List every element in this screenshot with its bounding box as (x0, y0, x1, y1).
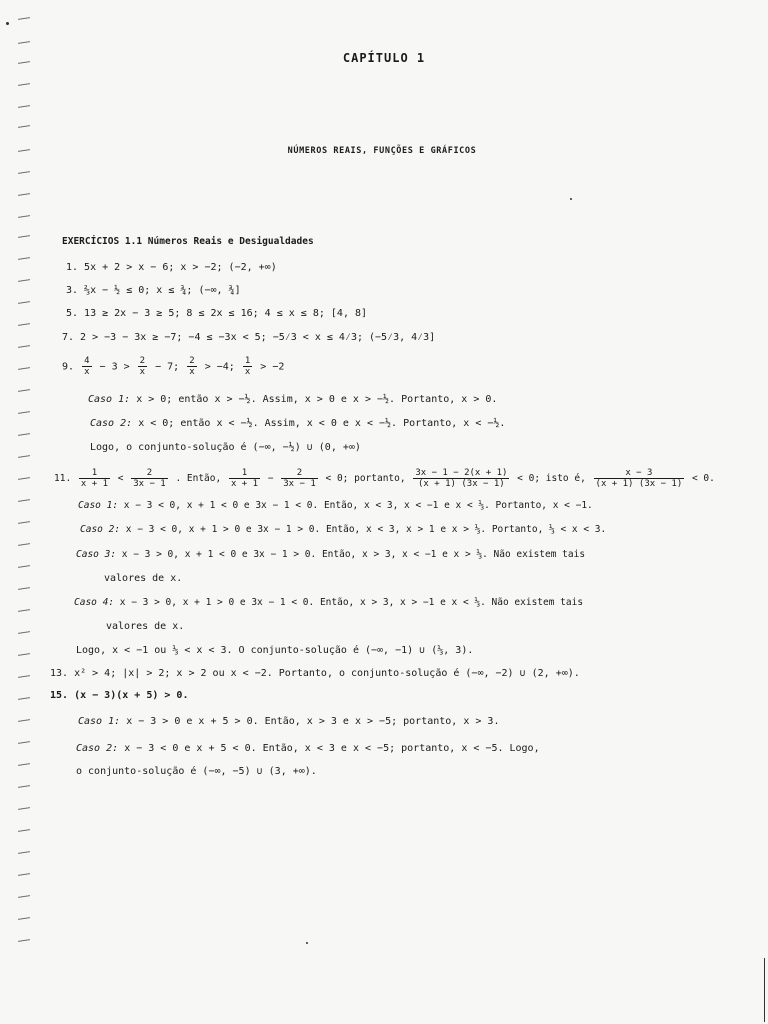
fraction-2-over-x (187, 356, 196, 377)
exercise-11-case-4 (74, 597, 583, 609)
exercise-9 (62, 356, 284, 379)
exercise-1: 1. 5x + 2 > x − 6; x > −2; (−2, +∞) (66, 262, 277, 273)
denominator: 3x − 1 (133, 479, 166, 489)
numerator: 1 (244, 356, 251, 366)
exercise-11-case-3-continued: valores de x. (104, 573, 183, 584)
exercise-15-case-2 (76, 743, 540, 755)
numerator: 3x − 1 − 2(x + 1) (415, 468, 508, 478)
case-label: Caso 1: (78, 500, 119, 511)
case-label: Caso 2: (76, 743, 119, 754)
exercise-9-case-2 (90, 418, 505, 430)
fraction-4-over-x (82, 356, 91, 377)
case-label: Caso 4: (74, 597, 115, 608)
case-text: x < 0; então x < −½. Assim, x < 0 e x < −½. Portanto, x < −½. (138, 418, 506, 429)
case-text: x − 3 > 0, x + 1 < 0 e 3x − 1 > 0. Então, x > 3, x < −1 e x > ⅓. Não existem tais (121, 549, 586, 560)
expression-text: > −2 (260, 361, 285, 373)
case-label: Caso 3: (76, 549, 117, 560)
exercise-15-case-1 (78, 716, 499, 728)
exercise-11-case-2 (80, 524, 606, 536)
exercise-9-number: 9. (62, 361, 75, 373)
expression-text: < (117, 473, 124, 484)
expression-text: − 7; (155, 361, 180, 373)
chapter-title: CAPÍTULO 1 (342, 51, 426, 65)
case-label: Caso 2: (80, 524, 121, 535)
exercise-11-case-4-continued: valores de x. (106, 621, 185, 632)
exercise-5: 5. 13 ≥ 2x − 3 ≥ 5; 8 ≤ 2x ≤ 16; 4 ≤ x ≤ 8; [4, 8] (66, 308, 368, 319)
exercise-11-number: 11. (54, 473, 72, 484)
fraction (594, 468, 685, 489)
numerator: 4 (84, 356, 90, 366)
numerator: 2 (189, 356, 195, 366)
exercise-7: 7. 2 > −3 − 3x ≥ −7; −4 ≤ −3x < 5; −5⁄3 < x ≤ 4⁄3; (−5⁄3, 4⁄3] (62, 332, 436, 343)
case-label: Caso 1: (88, 394, 131, 405)
denominator: x (84, 367, 90, 377)
case-label: Caso 2: (90, 418, 133, 429)
exercise-9-case-1 (88, 394, 497, 406)
numerator: 2 (131, 468, 168, 479)
fraction (131, 468, 168, 489)
exercise-3: 3. ⅔x − ½ ≤ 0; x ≤ ¾; (−∞, ¾] (66, 285, 241, 296)
numerator: 2 (139, 356, 146, 366)
denominator: x (139, 367, 146, 377)
section-heading: EXERCÍCIOS 1.1 Números Reais e Desigualdades (62, 236, 314, 247)
case-text: x − 3 < 0 e x + 5 < 0. Então, x < 3 e x < −5; portanto, x < −5. Logo, (124, 743, 540, 754)
exercise-11-case-3 (76, 549, 585, 561)
case-text: x − 3 > 0 e x + 5 > 0. Então, x > 3 e x > −5; portanto, x > 3. (126, 716, 500, 727)
expression-text: < 0; portanto, (325, 473, 406, 484)
exercise-13: 13. x² > 4; |x| > 2; x > 2 ou x < −2. Portanto, o conjunto-solução é (−∞, −2) ∪ (2, +∞). (50, 668, 580, 679)
scan-speck (6, 22, 9, 25)
chapter-subtitle: NÚMEROS REAIS, FUNÇÕES E GRÁFICOS (287, 146, 477, 156)
exercise-15: 15. (x − 3)(x + 5) > 0. (50, 690, 189, 701)
numerator: x − 3 (594, 468, 685, 479)
exercise-9-conclusion: Logo, o conjunto-solução é (−∞, −½) ∪ (0, +∞) (90, 442, 361, 453)
numerator: 1 (79, 468, 110, 479)
fraction (229, 468, 260, 489)
exercise-11 (54, 466, 715, 492)
expression-text: > −4; (204, 361, 235, 373)
numerator: 1 (229, 468, 260, 479)
expression-text: < 0; isto é, (517, 473, 586, 484)
fraction (413, 468, 509, 489)
denominator: 3x − 1 (283, 479, 316, 489)
exercise-11-case-1 (78, 500, 593, 512)
case-text: x − 3 < 0, x + 1 < 0 e 3x − 1 < 0. Então, x < 3, x < −1 e x < ⅓. Portanto, x < −1. (123, 500, 593, 511)
numerator: 2 (281, 468, 318, 479)
case-label: Caso 1: (78, 716, 121, 727)
denominator: (x + 1) (3x − 1) (418, 479, 505, 489)
fraction (281, 468, 318, 489)
expression-text: . Então, (175, 473, 222, 484)
scan-edge-line (764, 958, 765, 1022)
expression-text: − (267, 473, 274, 484)
scan-speck (306, 942, 308, 944)
fraction (79, 468, 110, 489)
case-text: x − 3 < 0, x + 1 > 0 e 3x − 1 > 0. Então, x < 3, x > 1 e x > ⅓. Portanto, ⅓ < x < 3. (125, 524, 607, 535)
denominator: (x + 1) (3x − 1) (595, 479, 683, 489)
expression-text: < 0. (691, 473, 715, 484)
case-text: x > 0; então x > −½. Assim, x > 0 e x > −½. Portanto, x > 0. (136, 394, 498, 405)
denominator: x + 1 (80, 479, 108, 489)
fraction-1-over-x (243, 356, 252, 377)
case-text: x − 3 > 0, x + 1 > 0 e 3x − 1 < 0. Então, x > 3, x > −1 e x < ⅓. Não existem tais (119, 597, 584, 608)
denominator: x (189, 367, 195, 377)
denominator: x + 1 (230, 479, 259, 489)
exercise-15-conclusion: o conjunto-solução é (−∞, −5) ∪ (3, +∞). (76, 766, 317, 777)
fraction-2-over-x (138, 356, 147, 377)
exercise-11-conclusion: Logo, x < −1 ou ⅓ < x < 3. O conjunto-solução é (−∞, −1) ∪ (⅓, 3). (76, 645, 474, 656)
expression-text: − 3 > (99, 361, 130, 373)
scan-speck (570, 198, 572, 200)
denominator: x (244, 367, 251, 377)
